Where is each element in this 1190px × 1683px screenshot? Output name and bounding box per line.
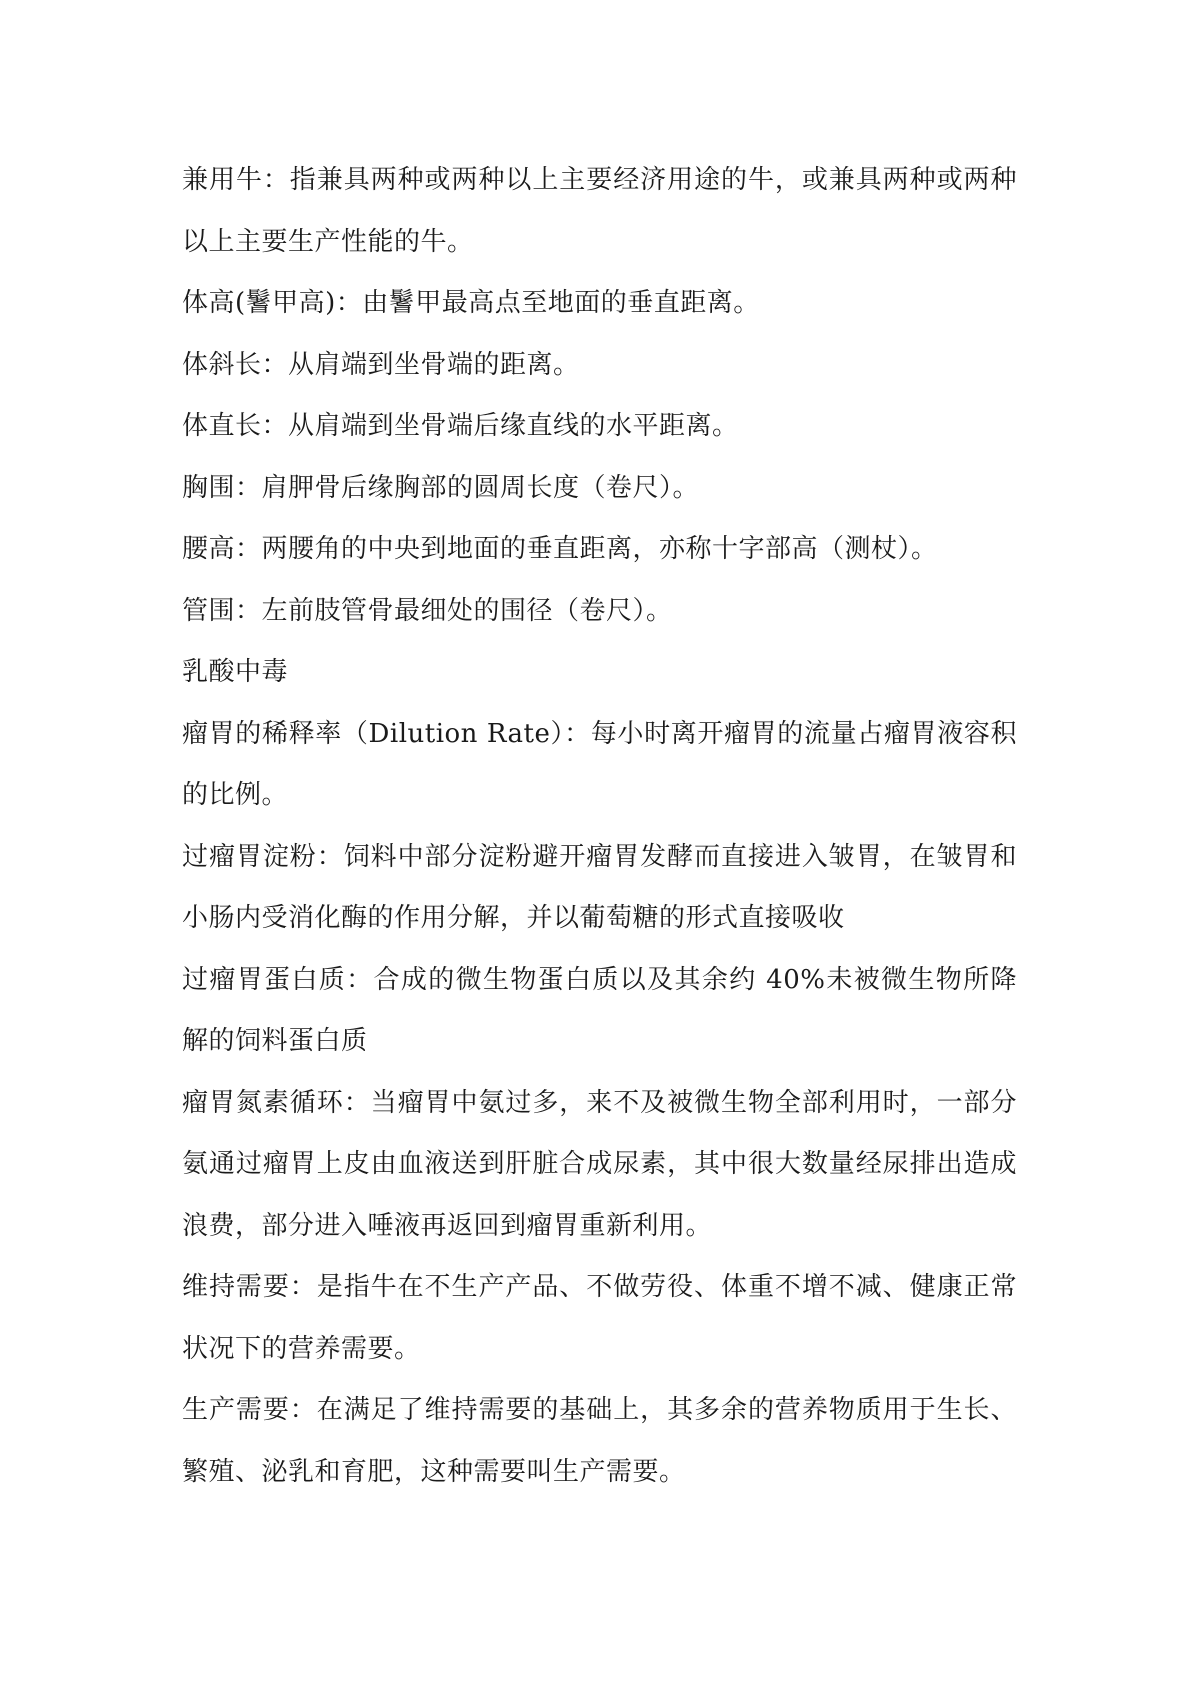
document-body xyxy=(182,150,1017,1503)
paragraph-production-requirement: 生产需要：在满足了维持需要的基础上，其多余的营养物质用于生长、繁殖、泌乳和育肥，这种需要叫生产需要。 xyxy=(182,1395,1017,1487)
paragraph-dual-purpose-cattle: 兼用牛：指兼具两种或两种以上主要经济用途的牛，或兼具两种或两种以上主要生产性能的牛。 xyxy=(182,165,1017,257)
paragraph-chest-girth: 胸围：肩胛骨后缘胸部的圆周长度（卷尺）。 xyxy=(182,472,700,503)
paragraph-maintenance-requirement: 维持需要：是指牛在不生产产品、不做劳役、体重不增不减、健康正常状况下的营养需要。 xyxy=(182,1272,1017,1364)
paragraph-body-height: 体高(鬐甲高)：由鬐甲最高点至地面的垂直距离。 xyxy=(182,288,760,318)
paragraph-bypass-protein: 过瘤胃蛋白质：合成的微生物蛋白质以及其余约 40%未被微生物所降解的饲料蛋白质 xyxy=(182,964,1017,1056)
paragraph-hip-height: 腰高：两腰角的中央到地面的垂直距离，亦称十字部高（测杖）。 xyxy=(182,534,938,564)
paragraph-lactic-acidosis: 乳酸中毒 xyxy=(182,657,289,687)
paragraph-oblique-body-length: 体斜长：从肩端到坐骨端的距离。 xyxy=(182,349,580,380)
paragraph-straight-body-length: 体直长：从肩端到坐骨端后缘直线的水平距离。 xyxy=(182,411,739,441)
paragraph-cannon-circumference: 管围：左前肢管骨最细处的围径（卷尺）。 xyxy=(182,595,673,626)
paragraph-rumen-nitrogen-cycle: 瘤胃氮素循环：当瘤胃中氨过多，来不及被微生物全部利用时，一部分氨通过瘤胃上皮由血液送到肝脏合成尿素，其中很大数量经尿排出造成浪费，部分进入唾液再返回到瘤胃重新利用。 xyxy=(182,1087,1017,1241)
paragraph-rumen-dilution-rate: 瘤胃的稀释率（Dilution Rate）：每小时离开瘤胃的流量占瘤胃液容积的比例。 xyxy=(182,718,1017,810)
paragraph-bypass-starch: 过瘤胃淀粉：饲料中部分淀粉避开瘤胃发酵而直接进入皱胃，在皱胃和小肠内受消化酶的作用分解，并以葡萄糖的形式直接吸收 xyxy=(182,841,1017,933)
